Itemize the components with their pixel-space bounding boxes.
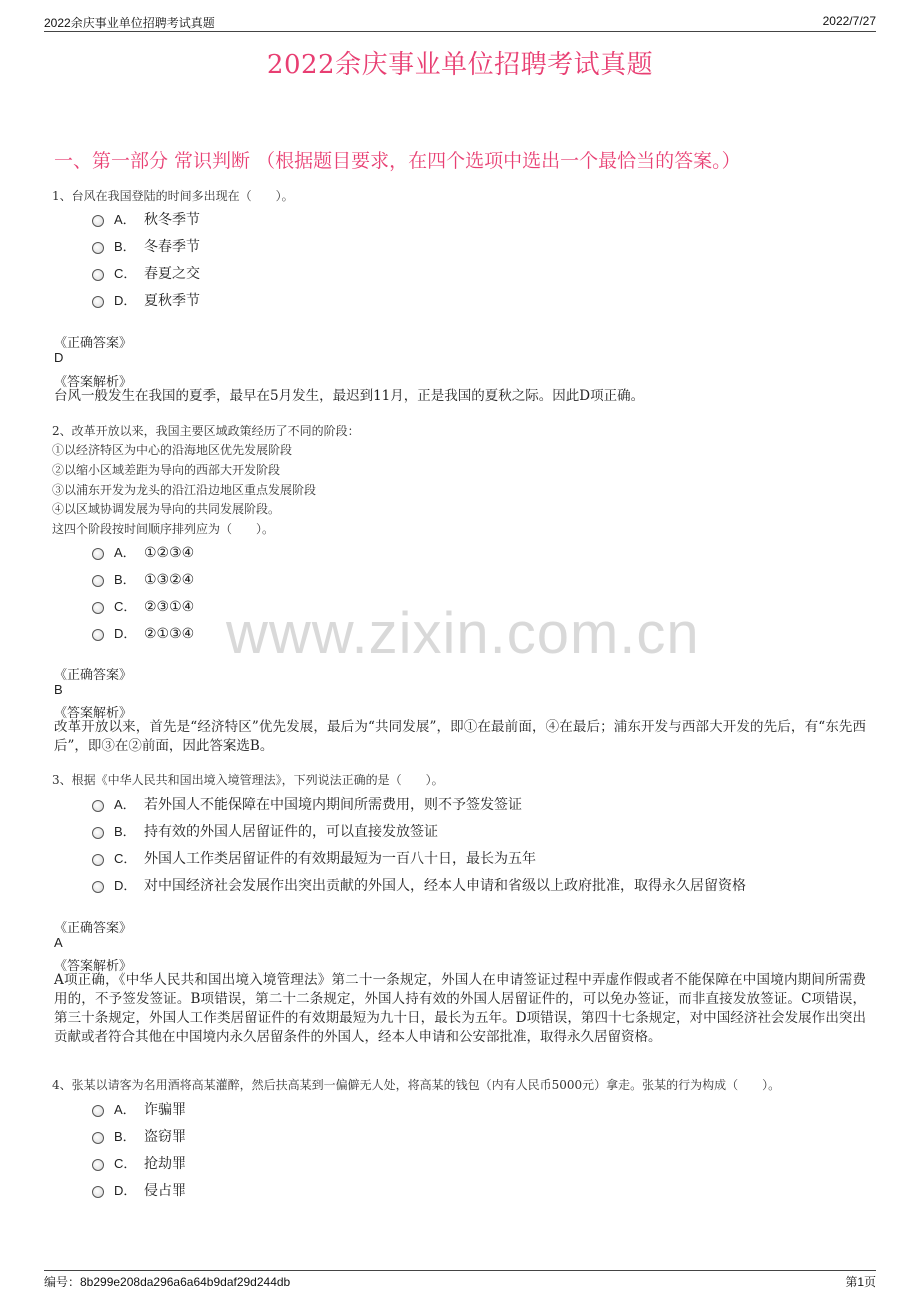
radio-icon[interactable] [92, 854, 104, 866]
question-1-option-a[interactable]: A． 秋冬季节 [92, 209, 200, 231]
question-2-stem-item: ①以经济特区为中心的沿海地区优先发展阶段 [52, 443, 293, 457]
question-4-option-a[interactable]: A． 诈骗罪 [92, 1099, 186, 1121]
answer-label: 《正确答案》 [54, 668, 133, 683]
page-header [44, 12, 876, 32]
question-4-stem: 4、张某以请客为名用酒将高某灌醉，然后扶高某到一偏僻无人处，将高某的钱包（内有人民币5000元）拿走。张某的行为构成（ ）。 [52, 1078, 781, 1092]
answer-value: B [54, 682, 63, 697]
radio-icon[interactable] [92, 215, 104, 227]
question-4-option-c[interactable]: C． 抢劫罪 [92, 1153, 186, 1175]
question-3-option-b[interactable]: B． 持有效的外国人居留证件的，可以直接发放签证 [92, 821, 438, 843]
analysis-label: 《答案解析》 [54, 706, 133, 721]
radio-icon[interactable] [92, 296, 104, 308]
question-1-option-d[interactable]: D． 夏秋季节 [92, 290, 200, 312]
radio-icon[interactable] [92, 548, 104, 560]
question-2-stem-item: ②以缩小区域差距为导向的西部大开发阶段 [52, 463, 281, 477]
answer-label: 《正确答案》 [54, 921, 133, 936]
radio-icon[interactable] [92, 1132, 104, 1144]
radio-icon[interactable] [92, 269, 104, 281]
question-3-option-a[interactable]: A． 若外国人不能保障在中国境内期间所需费用，则不予签发签证 [92, 794, 522, 816]
analysis-text: 改革开放以来，首先是“经济特区”优先发展，最后为“共同发展”，即①在最前面，④在最后；浦东开发与西部大开发的先后，有“东先西后”，即③在②前面，因此答案选B。 [54, 719, 866, 754]
answer-value: A [54, 935, 63, 950]
question-3-stem: 3、根据《中华人民共和国出境入境管理法》，下列说法正确的是（ ）。 [52, 773, 444, 787]
analysis-text: A项正确，《中华人民共和国出境入境管理法》第二十一条规定，外国人在申请签证过程中弄虚作假或者不能保障在中国境内期间所需费用的，不予签发签证。B项错误，第二十二条规定，外国人持有效的外国人居留证件的，可以免办签证，而非直接发放签证。C项错误，第三十条规定，外国人工作类居留证件的有效期最短为九十日，最长为五年。D项错误，第四十七条规定，对中国经济社会发展作出突出贡献或者符合其他在中国境内永久居留条件的外国人，经本人申请和公安部批准，取得永久居留资格。 [54, 972, 866, 1045]
radio-icon[interactable] [92, 1105, 104, 1117]
radio-icon[interactable] [92, 881, 104, 893]
analysis-text: 台风一般发生在我国的夏季，最早在5月发生，最迟到11月，正是我国的夏秋之际。因此D项正确。 [54, 388, 645, 404]
watermark: www.zixin.com.cn [226, 601, 700, 666]
answer-label: 《正确答案》 [54, 336, 133, 351]
question-4-option-d[interactable]: D． 侵占罪 [92, 1180, 186, 1202]
question-2-option-d[interactable]: D． ②①③④ [92, 623, 194, 645]
page-number: 第1页 [845, 1275, 876, 1289]
question-2-option-b[interactable]: B． ①③②④ [92, 569, 194, 591]
header-doc-title: 2022余庆事业单位招聘考试真题 [44, 16, 215, 30]
question-3-option-c[interactable]: C． 外国人工作类居留证件的有效期最短为一百八十日，最长为五年 [92, 848, 536, 870]
page-footer [44, 1270, 876, 1289]
question-3-option-d[interactable]: D． 对中国经济社会发展作出突出贡献的外国人，经本人申请和省级以上政府批准，取得永久居留资格 [92, 875, 746, 897]
document-id: 编号：8b299e208da296a6a64b9daf29d244db [44, 1275, 291, 1289]
page-title: 2022余庆事业单位招聘考试真题 [266, 50, 654, 80]
question-2-stem-item: ③以浦东开发为龙头的沿江沿边地区重点发展阶段 [52, 483, 317, 497]
radio-icon[interactable] [92, 602, 104, 614]
question-1-option-b[interactable]: B． 冬春季节 [92, 236, 200, 258]
question-2-stem-item: ④以区域协调发展为导向的共同发展阶段。 [52, 502, 281, 516]
radio-icon[interactable] [92, 827, 104, 839]
radio-icon[interactable] [92, 575, 104, 587]
analysis-label: 《答案解析》 [54, 959, 133, 974]
section-heading: 一、第一部分 常识判断 （根据题目要求，在四个选项中选出一个最恰当的答案。） [54, 150, 741, 172]
radio-icon[interactable] [92, 629, 104, 641]
radio-icon[interactable] [92, 1186, 104, 1198]
question-2-stem: 2、改革开放以来，我国主要区域政策经历了不同的阶段： [52, 424, 360, 438]
answer-value: D [54, 350, 64, 365]
question-1-option-c[interactable]: C． 春夏之交 [92, 263, 200, 285]
radio-icon[interactable] [92, 1159, 104, 1171]
question-4-option-b[interactable]: B． 盗窃罪 [92, 1126, 186, 1148]
question-2-stem-question: 这四个阶段按时间顺序排列应为（ ）。 [52, 522, 275, 536]
analysis-label: 《答案解析》 [54, 375, 133, 390]
question-1-stem: 1、台风在我国登陆的时间多出现在（ ）。 [52, 189, 294, 203]
radio-icon[interactable] [92, 242, 104, 254]
question-2-option-a[interactable]: A． ①②③④ [92, 542, 194, 564]
question-2-option-c[interactable]: C． ②③①④ [92, 596, 194, 618]
header-date: 2022/7/27 [822, 14, 876, 28]
radio-icon[interactable] [92, 800, 104, 812]
